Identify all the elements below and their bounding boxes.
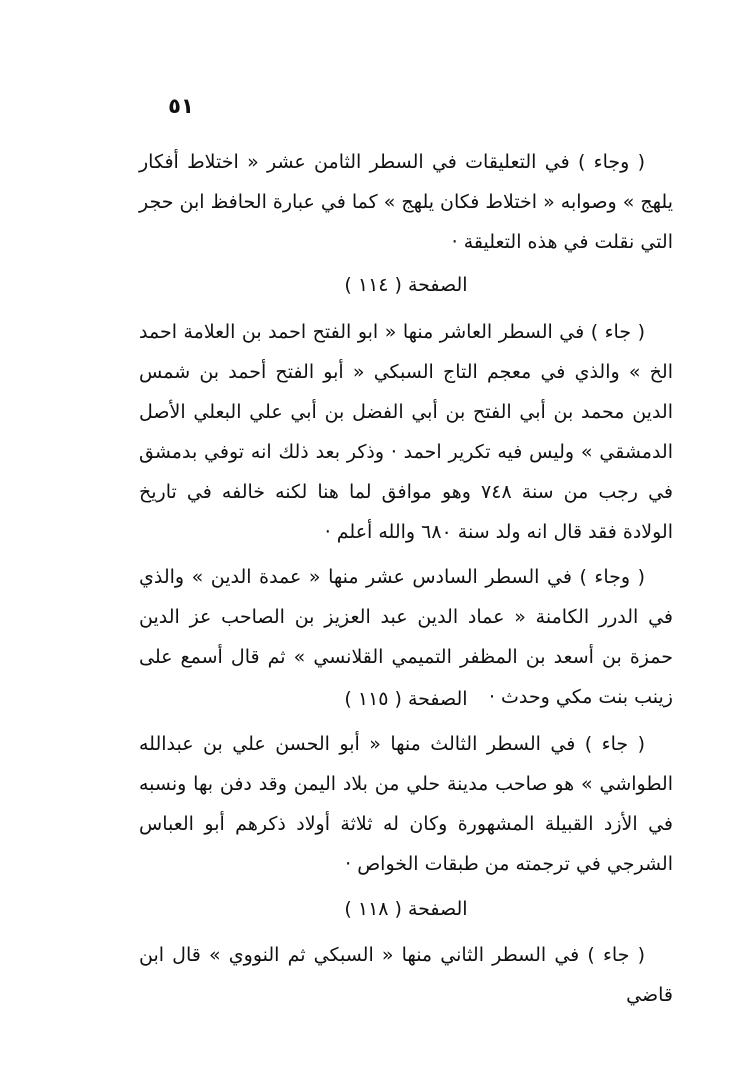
paragraph-text: ( وجاء ) في التعليقات في السطر الثامن عشر « اختلاط أفكار يلهج » وصوابه « اختلاط فكان يلهج » كما في عبارة الحافظ ابن حجر التي نقلت في هذه التعليقة · — [139, 151, 673, 253]
section-heading-page-114: الصفحة ( ١١٤ ) — [344, 274, 468, 296]
commentary-paragraph-2 — [139, 312, 673, 552]
paragraph-text: ( جاء ) في السطر الثاني منها « السبكي ثم النووي » قال ابن قاضي — [139, 944, 673, 1006]
section-heading-page-115: الصفحة ( ١١٥ ) — [344, 688, 468, 710]
commentary-paragraph-1 — [139, 142, 673, 262]
commentary-paragraph-5 — [139, 935, 673, 1015]
commentary-paragraph-4 — [139, 724, 673, 884]
paragraph-text: ( وجاء ) في السطر السادس عشر منها « عمدة الدين » والذي في الدرر الكامنة « عماد الدين عبد العزيز بن الصاحب عز الدين حمزة بن أسعد بن المظفر التميمي القلانسي » ثم قال أسمع على زينب بنت مكي وحدث · — [139, 566, 673, 708]
paragraph-text: ( جاء ) في السطر العاشر منها « ابو الفتح احمد بن العلامة احمد الخ » والذي في معجم التاج السبكي « أبو الفتح أحمد بن شمس الدين محمد بن أبي الفتح بن أبي الفضل بن أبي علي البعلي الأصل الدمشقي » وليس فيه تكرير احمد · وذكر بعد ذلك انه توفي بدمشق في رجب من سنة ٧٤٨ وهو موافق لما هنا لكنه خالفه في تاريخ الولادة فقد قال انه ولد سنة ٦٨٠ والله أعلم · — [139, 321, 673, 543]
section-heading-page-118: الصفحة ( ١١٨ ) — [344, 898, 468, 920]
paragraph-text: ( جاء ) في السطر الثالث منها « أبو الحسن علي بن عبدالله الطواشي » هو صاحب مدينة حلي من بلاد اليمن وقد دفن بها ونسبه في الأزد القبيلة المشهورة وكان له ثلاثة أولاد ذكرهم أبو العباس الشرجي في ترجمته من طبقات الخواص · — [139, 733, 673, 875]
page-number: ٥١ — [168, 94, 194, 118]
